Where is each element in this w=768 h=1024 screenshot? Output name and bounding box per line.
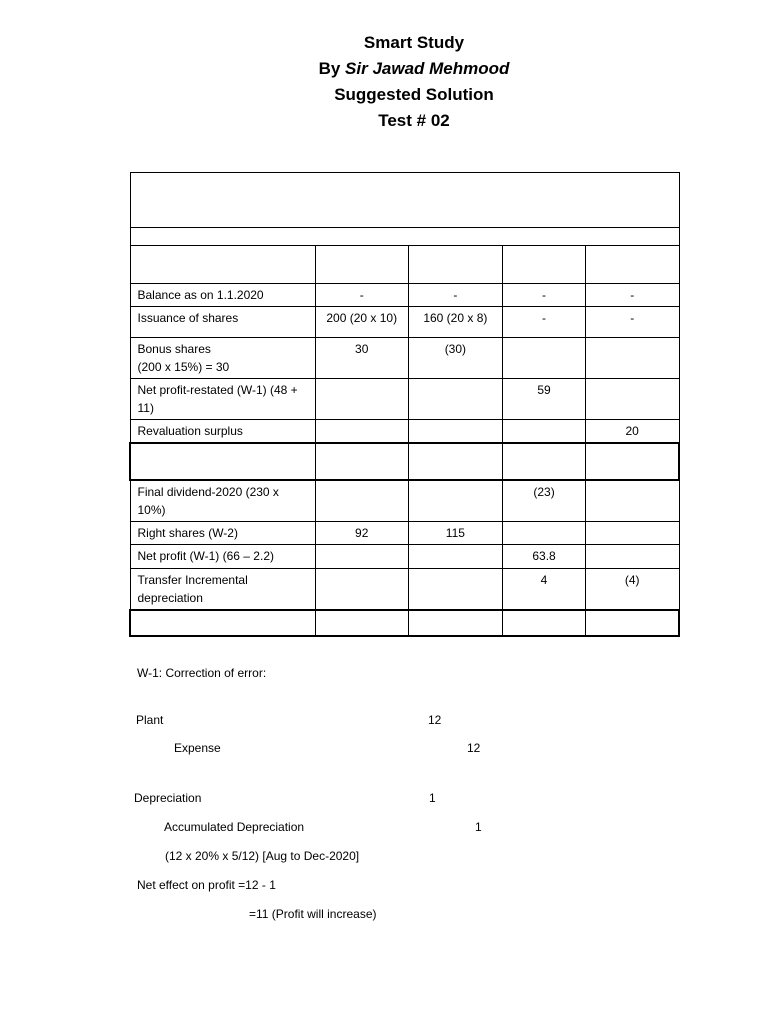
balance-label-cell (130, 443, 315, 480)
depreciation-debit: 1 (429, 791, 436, 805)
row-label: Issuance of shares (130, 307, 315, 338)
row-label: Right shares (W-2) (130, 522, 315, 545)
share-premium-cell (408, 545, 503, 569)
revaluation-surplus-cell: (4) (585, 569, 679, 611)
row-label: Bonus shares (200 x 15%) = 30 (130, 338, 315, 379)
closing-label-cell (130, 610, 315, 636)
row-label: Net profit (W-1) (66 – 2.2) (130, 545, 315, 569)
share-premium-cell: (30) (408, 338, 503, 379)
closing-cell (408, 610, 503, 636)
accumulated-depreciation-label: Accumulated Depreciation (164, 820, 305, 834)
share-capital-cell: - (315, 284, 408, 307)
share-premium-cell: - (408, 284, 503, 307)
working-title: W-1: Correction of error: (137, 666, 267, 680)
table-header-row (130, 246, 679, 284)
share-premium-cell (408, 569, 503, 611)
revaluation-surplus-cell (585, 545, 679, 569)
share-capital-cell (315, 379, 408, 420)
share-premium-cell (408, 379, 503, 420)
balance-cell (408, 443, 503, 480)
accumulated-depreciation-credit: 1 (475, 820, 482, 834)
header-subtitle: Suggested Solution (334, 85, 494, 104)
share-capital-cell: 200 (20 x 10) (315, 307, 408, 338)
closing-cell (585, 610, 679, 636)
table-row (130, 545, 679, 569)
row-label: Transfer Incremental depreciation (130, 569, 315, 611)
header-title: Smart Study (363, 33, 465, 52)
row-label: Net profit-restated (W-1) (48 + 11) (130, 379, 315, 420)
retained-earnings-cell: 59 (503, 379, 586, 420)
expense-credit: 12 (467, 741, 481, 755)
table-row (130, 420, 679, 444)
net-effect-line: Net effect on profit =12 - 1 (137, 878, 276, 892)
table-row (130, 522, 679, 545)
document-header (0, 30, 768, 134)
share-capital-cell (315, 420, 408, 444)
row-label: Revaluation surplus (130, 420, 315, 444)
share-premium-cell: 160 (20 x 8) (408, 307, 503, 338)
revaluation-surplus-cell (585, 379, 679, 420)
share-premium-cell (408, 420, 503, 444)
retained-earnings-cell: - (503, 307, 586, 338)
table-row (130, 480, 679, 522)
table-row (130, 379, 679, 420)
balance-cell (585, 443, 679, 480)
share-capital-cell: 30 (315, 338, 408, 379)
header-cell (503, 246, 586, 284)
plant-debit: 12 (428, 713, 442, 727)
table-row (130, 284, 679, 307)
header-author-line (0, 56, 768, 82)
row-label: Balance as on 1.1.2020 (130, 284, 315, 307)
header-cell (315, 246, 408, 284)
share-capital-cell (315, 569, 408, 611)
retained-earnings-cell: (23) (503, 480, 586, 522)
balance-row (130, 443, 679, 480)
share-capital-cell: 92 (315, 522, 408, 545)
table-blank-cell (130, 228, 679, 246)
table-title-cell (130, 173, 679, 228)
author-prefix: By (318, 59, 346, 78)
header-cell (130, 246, 315, 284)
revaluation-surplus-cell: - (585, 284, 679, 307)
share-premium-cell: 115 (408, 522, 503, 545)
table-blank-row (130, 228, 679, 246)
retained-earnings-cell (503, 338, 586, 379)
table-row (130, 569, 679, 611)
author-name: Sir Jawad Mehmood (345, 59, 510, 78)
revaluation-surplus-cell: - (585, 307, 679, 338)
revaluation-surplus-cell (585, 522, 679, 545)
table-title-row (130, 173, 679, 228)
balance-cell (315, 443, 408, 480)
revaluation-surplus-cell (585, 480, 679, 522)
retained-earnings-cell: 4 (503, 569, 586, 611)
closing-cell (315, 610, 408, 636)
balance-cell (503, 443, 586, 480)
share-capital-cell (315, 545, 408, 569)
header-cell (408, 246, 503, 284)
retained-earnings-cell (503, 522, 586, 545)
retained-earnings-cell: - (503, 284, 586, 307)
retained-earnings-cell (503, 420, 586, 444)
plant-label: Plant (136, 713, 164, 727)
header-cell (585, 246, 679, 284)
share-capital-cell (315, 480, 408, 522)
table-row (130, 338, 679, 379)
table-row (130, 307, 679, 338)
depreciation-label: Depreciation (134, 791, 202, 805)
row-label: Final dividend-2020 (230 x 10%) (130, 480, 315, 522)
closing-balance-row (130, 610, 679, 636)
equity-statement-table (129, 172, 680, 637)
retained-earnings-cell: 63.8 (503, 545, 586, 569)
revaluation-surplus-cell (585, 338, 679, 379)
header-test-number: Test # 02 (378, 111, 450, 130)
closing-cell (503, 610, 586, 636)
expense-label: Expense (174, 741, 221, 755)
depreciation-calculation: (12 x 20% x 5/12) [Aug to Dec-2020] (165, 849, 360, 863)
net-effect-result: =11 (Profit will increase) (249, 907, 377, 921)
share-premium-cell (408, 480, 503, 522)
revaluation-surplus-cell: 20 (585, 420, 679, 444)
